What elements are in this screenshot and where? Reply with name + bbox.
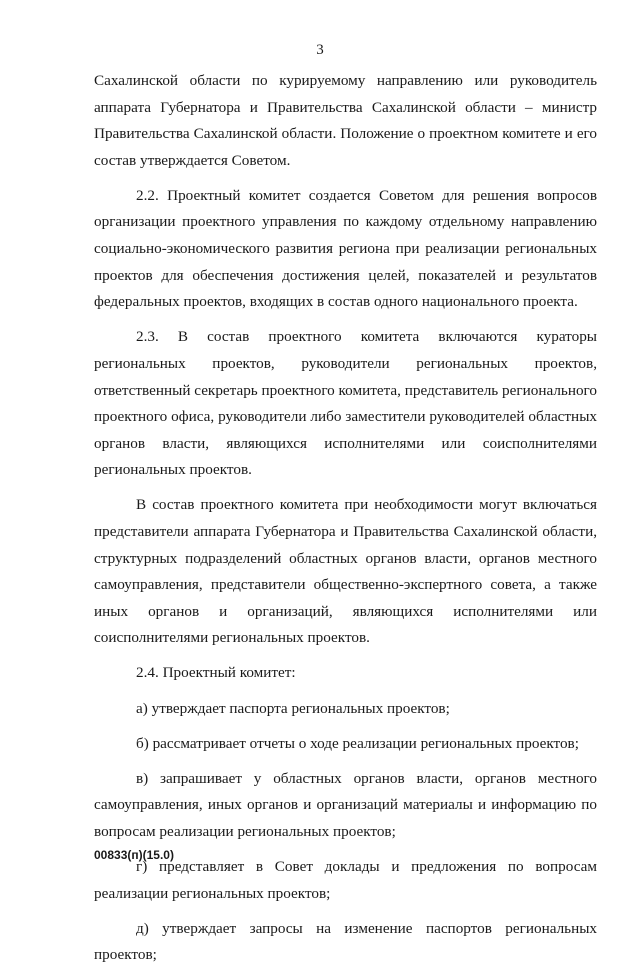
list-item-g: г) представляет в Совет доклады и предложения по вопросам реализации региональных проектов; xyxy=(94,858,597,902)
paragraph-2-2: 2.2. Проектный комитет создается Советом для решения вопросов организации проектного управления по каждому отдельному направлению социально-экономического развития региона при реализации региональных проектов для обеспечения достижения целей, показателей и результатов федеральных проектов, входящих в состав одного национального проекта. xyxy=(94,186,597,311)
list-item-v: в) запрашивает у областных органов власти, органов местного самоуправления, иных органов и организаций материалы и информацию по вопросам реализации региональных проектов; xyxy=(94,769,597,840)
page-number: 3 xyxy=(316,42,324,58)
list-item-b: б) рассматривает отчеты о ходе реализации региональных проектов; xyxy=(136,734,579,752)
paragraph-composition: В состав проектного комитета при необходимости могут включаться представители аппарата Губернатора и Правительства Сахалинской области, структурных подразделений областных органов власти, органов местного самоуправления, представители общественно-экспертного совета, а также иных органов и организаций, являющихся исполнителями или соисполнителями региональных проектов. xyxy=(94,496,597,647)
document-body xyxy=(94,68,597,977)
list-item-d: д) утверждает запросы на изменение паспортов региональных проектов; xyxy=(94,919,597,964)
document-code: 00833(п)(15.0) xyxy=(94,848,174,862)
list-item-a: а) утверждает паспорта региональных проектов; xyxy=(136,699,450,717)
paragraph-intro: Сахалинской области по курируемому направлению или руководитель аппарата Губернатора и Правительства Сахалинской области – министр Правительства Сахалинской области. Положение о проектном комитете и его состав утверждается Советом. xyxy=(94,72,597,169)
paragraph-2-3: 2.3. В состав проектного комитета включаются кураторы региональных проектов, руководители региональных проектов, ответственный секретарь проектного комитета, представитель регионального проектного офиса, руководители либо заместители руководителей областных органов власти, являющихся исполнителями или соисполнителями региональных проектов. xyxy=(94,328,597,479)
paragraph-2-4: 2.4. Проектный комитет: xyxy=(136,664,296,682)
